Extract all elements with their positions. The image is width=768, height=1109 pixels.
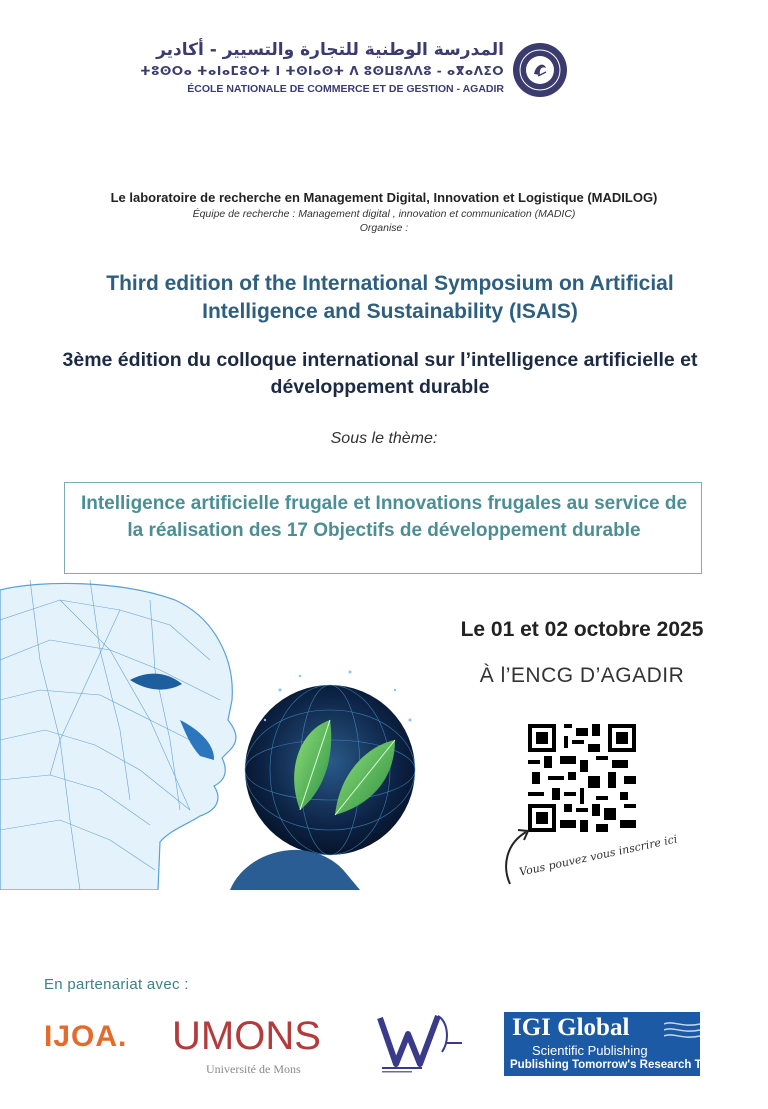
partner-logo-w-icon — [376, 1012, 476, 1074]
school-name-french: ÉCOLE NATIONALE DE COMMERCE ET DE GESTION - AGADIR — [187, 83, 504, 95]
ijoa-logo-text: IJOA. — [44, 1020, 128, 1053]
school-name-tifinagh: ⵜⵓⵙⵔⴰ ⵜⴰⵏⴰⵎⵓⵔⵜ ⵏ ⵜⵙⵏⴰⵙⵜ ⴷ ⵓⵙⵡⵓⴷⴷⵓ - ⴰⴳⴰⴷⵉⵔ — [140, 64, 504, 78]
igi-logo-title: IGI Global — [512, 1014, 630, 1041]
ai-head-illustration — [0, 580, 430, 890]
partner-logo-ijoa — [44, 1020, 127, 1054]
registration-caption: Vous pouvez vous inscrire ici — [518, 832, 679, 879]
school-name-arabic: المدرسة الوطنية للتجارة والتسيير - أكادير — [156, 40, 504, 60]
school-seal-icon — [512, 42, 568, 98]
lab-name: Le laboratoire de recherche en Management Digital, Innovation et Logistique (MADILOG) — [110, 190, 658, 205]
school-logo — [140, 40, 568, 100]
partner-logo-umons — [172, 1014, 352, 1078]
event-date: Le 01 et 02 octobre 2025 — [460, 618, 704, 641]
title-english: Third edition of the International Symposium on Artificial Intelligence and Sustainability (ISAIS) — [106, 272, 674, 323]
umons-logo-subtitle: Université de Mons — [206, 1062, 301, 1076]
title-french: 3ème édition du colloque international sur l’intelligence artificielle et développement durable — [62, 349, 698, 398]
theme-text: Intelligence artificielle frugale et Innovations frugales au service de la réalisation des 17 Objectifs de développement durable — [80, 493, 688, 541]
igi-logo-tagline: Publishing Tomorrow's Research Today — [510, 1059, 728, 1071]
partners-label: En partenariat avec : — [44, 976, 189, 993]
partner-logo-igi-global — [504, 1012, 728, 1076]
organise-label: Organise : — [359, 222, 409, 234]
umons-logo-text: UMONS — [172, 1014, 321, 1058]
arrow-up-icon — [498, 826, 538, 888]
theme-label: Sous le thème: — [330, 430, 438, 447]
igi-waves-icon — [664, 1020, 700, 1040]
event-place: À l’ENCG D’AGADIR — [479, 664, 685, 687]
igi-logo-subtitle: Scientific Publishing — [532, 1043, 648, 1058]
research-team: Équipe de recherche : Management digital , innovation et communication (MADIC) — [192, 208, 576, 220]
registration-qr-code[interactable] — [528, 724, 636, 832]
